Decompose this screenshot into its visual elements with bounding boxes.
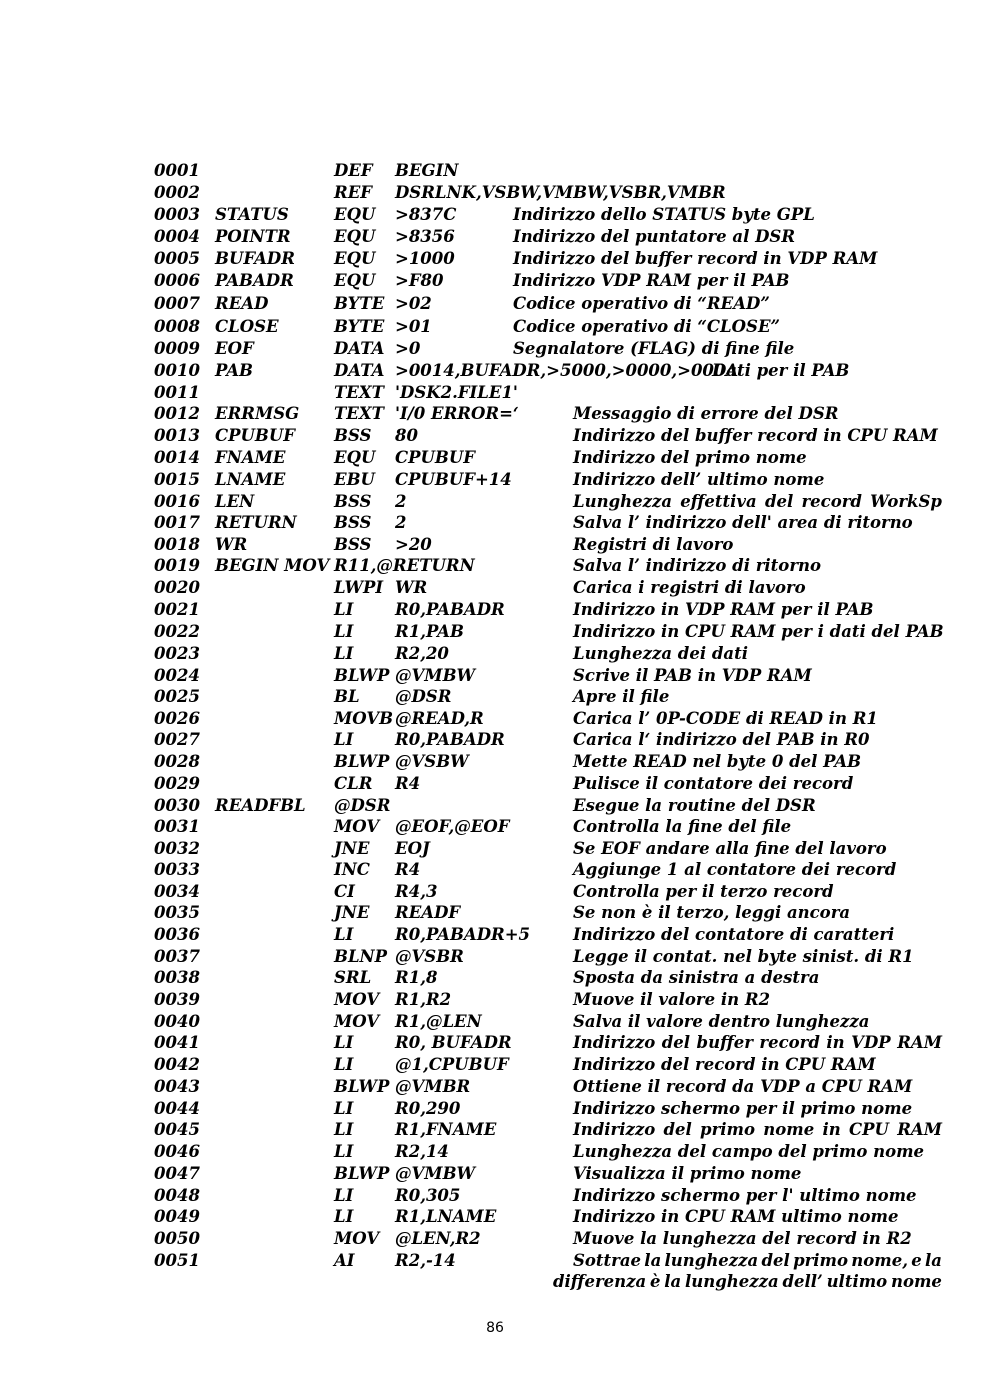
comment-field: Indirizzo schermo per il primo nome [573,1099,913,1118]
operand-field: @VSBW [395,752,469,771]
opcode-field: TEXT [334,383,384,402]
listing-line [0,730,990,752]
opcode-field: MOVB [334,709,394,728]
operand-field: DSRLNK,VSBW,VMBW,VSBR,VMBR [395,183,726,202]
listing-line [0,903,990,925]
operand-field: EOJ [395,839,430,858]
comment-field: Controlla per il terzo record [573,882,834,901]
line-number: 0014 [154,448,200,467]
opcode-field: BYTE [334,317,385,336]
opcode-field: BLNP [334,947,388,966]
listing-line [0,294,990,316]
listing-line [0,990,990,1012]
label-field: RETURN [215,513,297,532]
line-number: 0020 [154,578,200,597]
operand-field: @VMBW [395,1164,476,1183]
opcode-field: BSS [334,535,372,554]
opcode-field: BL [334,687,360,706]
line-number: 0018 [154,535,200,554]
opcode-field: LI [334,644,354,663]
line-number: 0002 [154,183,200,202]
opcode-field: EQU [334,271,376,290]
comment-field: Indirizzo del primo nome in CPU RAM [573,1120,942,1139]
comment-field: Indirizzo in VDP RAM per il PAB [573,600,874,619]
opcode-field: R11,@RETURN [334,556,475,575]
listing-line [0,1164,990,1186]
operand-field: >837C [395,205,457,224]
listing-line [0,947,990,969]
operand-field: >8356 [395,227,455,246]
line-number: 0044 [154,1099,200,1118]
operand-field: R0,PABADR [395,600,505,619]
operand-field: READF [395,903,461,922]
listing-line [0,968,990,990]
operand-field: R2,14 [395,1142,449,1161]
line-number: 0043 [154,1077,200,1096]
opcode-field: LWPI [334,578,384,597]
opcode-field: LI [334,1033,354,1052]
opcode-field: DEF [334,161,373,180]
listing-line [0,860,990,882]
operand-field: R1,PAB [395,622,464,641]
line-number: 0025 [154,687,200,706]
line-number: 0019 [154,556,200,575]
listing-line [0,448,990,470]
listing-line [0,687,990,709]
opcode-field: LI [334,1120,354,1139]
opcode-field: BLWP [334,752,390,771]
label-field: READ [215,294,269,313]
comment-field: Sottrae la lunghezza del primo nome, e la [573,1251,942,1270]
listing-line [0,1099,990,1121]
operand-field: R4 [395,774,421,793]
comment-field: Indirizzo schermo per l' ultimo nome [573,1186,917,1205]
line-number: 0021 [154,600,200,619]
line-number: 0035 [154,903,200,922]
line-number: 0031 [154,817,200,836]
opcode-field: LI [334,1142,354,1161]
label-field: LEN [215,492,255,511]
comment-field: Indirizzo del contatore di caratteri [573,925,895,944]
operand-field: @VSBR [395,947,464,966]
line-number: 0004 [154,227,200,246]
line-number: 0026 [154,709,200,728]
listing-line [0,161,990,183]
label-field: FNAME [215,448,286,467]
operand-field: @LEN,R2 [395,1229,481,1248]
line-number: 0038 [154,968,200,987]
operand-field: R2,20 [395,644,449,663]
operand-field: BEGIN [395,161,459,180]
opcode-field: BLWP [334,1164,390,1183]
comment-field: Visualizza il primo nome [573,1164,802,1183]
listing-line [0,492,990,514]
opcode-field: EBU [334,470,375,489]
comment-field: Muove il valore in R2 [573,990,771,1009]
listing-line [0,1055,990,1077]
operand-field: 2 [395,492,407,511]
line-number: 0050 [154,1229,200,1248]
opcode-field: BSS [334,426,372,445]
opcode-field: BSS [334,513,372,532]
opcode-field: DATA [334,339,385,358]
line-number: 0040 [154,1012,200,1031]
comment-field: Apre il file [573,687,670,706]
operand-field: 80 [395,426,418,445]
opcode-field: LI [334,1099,354,1118]
operand-field: @VMBR [395,1077,471,1096]
listing-line [0,644,990,666]
line-number: 0007 [154,294,200,313]
operand-field: R0,PABADR+5 [395,925,531,944]
line-number: 0046 [154,1142,200,1161]
operand-field: 'DSK2.FILE1' [395,383,518,402]
listing-line [0,925,990,947]
comment-field: Indirizzo del primo nome [573,448,807,467]
comment-field: Salva l’ indirizzo di ritorno [573,556,822,575]
label-field: CPUBUF [215,426,295,445]
line-number: 0011 [154,383,200,402]
listing-line [0,752,990,774]
comment-field: Controlla la fine del file [573,817,792,836]
listing-line [0,383,990,405]
opcode-field: CLR [334,774,373,793]
line-number: 0042 [154,1055,200,1074]
comment-field: Indirizzo in CPU RAM per i dati del PAB [573,622,944,641]
opcode-field: LI [334,600,354,619]
opcode-field: BLWP [334,1077,390,1096]
operand-field: R1,FNAME [395,1120,497,1139]
listing-line [0,1033,990,1055]
comment-field: Indirizzo dell’ ultimo nome [573,470,825,489]
line-number: 0016 [154,492,200,511]
comment-field: Lunghezza effettiva del record WorkSp [573,492,942,511]
operand-field: CPUBUF+14 [395,470,512,489]
opcode-field: LI [334,1186,354,1205]
comment-field: Legge il contat. nel byte sinist. di R1 [573,947,914,966]
listing-line [0,622,990,644]
line-number: 0048 [154,1186,200,1205]
comment-field: Carica l‘ indirizzo del PAB in R0 [573,730,870,749]
operand-field: R4,3 [395,882,438,901]
label-field: WR [215,535,248,554]
operand-field: @EOF,@EOF [395,817,510,836]
label-field: ERRMSG [215,404,300,423]
line-number: 0009 [154,339,200,358]
operand-field: R1,8 [395,968,438,987]
comment-field: Se EOF andare alla fine del lavoro [573,839,887,858]
listing-line [0,339,990,361]
line-number: 0024 [154,666,200,685]
operand-field: R0,PABADR [395,730,505,749]
comment-field: Lunghezza dei dati [573,644,748,663]
listing-line [0,470,990,492]
comment-field: Codice operativo di “READ” [513,294,770,313]
opcode-field: MOV [334,1012,380,1031]
listing-line [0,1186,990,1208]
operand-field: >1000 [395,249,455,268]
line-number: 0012 [154,404,200,423]
operand-field: CPUBUF [395,448,475,467]
operand-field: >0014,BUFADR,>5000,>0000,>000A [395,361,739,380]
label-field: BUFADR [215,249,295,268]
opcode-field: JNE [334,903,370,922]
opcode-field: EQU [334,205,376,224]
comment-field: Se non è il terzo, leggi ancora [573,903,851,922]
label-field: STATUS [215,205,289,224]
listing-line [0,796,990,818]
opcode-field: REF [334,183,373,202]
listing-line [0,1229,990,1251]
listing-line [0,817,990,839]
listing-line [0,271,990,293]
line-number: 0003 [154,205,200,224]
listing-line [0,709,990,731]
label-field: EOF [215,339,254,358]
listing-line [0,227,990,249]
comment-field: Lunghezza del campo del primo nome [573,1142,925,1161]
operand-field: R1,@LEN [395,1012,482,1031]
opcode-field: MOV [334,990,380,1009]
line-number: 0023 [154,644,200,663]
operand-field: @VMBW [395,666,476,685]
opcode-field: JNE [334,839,370,858]
operand-field: R0, BUFADR [395,1033,512,1052]
operand-field: @1,CPUBUF [395,1055,509,1074]
comment-field: Messaggio di errore del DSR [573,404,839,423]
operand-field: 2 [395,513,407,532]
comment-field: Registri di lavoro [573,535,734,554]
opcode-field: DATA [334,361,385,380]
opcode-field: SRL [334,968,372,987]
listing-line [0,1012,990,1034]
comment-field: Indirizzo VDP RAM per il PAB [513,271,790,290]
comment-field: Salva l’ indirizzo dell' area di ritorno [573,513,913,532]
comment-field: Esegue la routine del DSR [573,796,816,815]
line-number: 0013 [154,426,200,445]
operand-field: R1,LNAME [395,1207,497,1226]
listing-line [0,535,990,557]
listing-line [0,839,990,861]
label-field: CLOSE [215,317,279,336]
opcode-field: AI [334,1251,355,1270]
opcode-field: BSS [334,492,372,511]
line-number: 0010 [154,361,200,380]
listing-line [0,1251,990,1273]
operand-field: WR [395,578,428,597]
listing-line [0,1142,990,1164]
line-number: 0047 [154,1164,200,1183]
operand-field: 'I/0 ERROR=‘ [395,404,519,423]
opcode-field: LI [334,925,354,944]
opcode-field: BLWP [334,666,390,685]
operand-field: @DSR [395,687,452,706]
line-number: 0033 [154,860,200,879]
line-number: 0039 [154,990,200,1009]
comment-field: Indirizzo dello STATUS byte GPL [513,205,815,224]
comment-field: Scrive il PAB in VDP RAM [573,666,812,685]
comment-continuation: differenza è la lunghezza dell’ ultimo nome [553,1272,942,1291]
line-number: 0017 [154,513,200,532]
line-number: 0005 [154,249,200,268]
operand-field: >20 [395,535,432,554]
line-number: 0030 [154,796,200,815]
operand-field: @READ,R [395,709,484,728]
opcode-field: LI [334,1055,354,1074]
comment-field: Mette READ nel byte 0 del PAB [573,752,862,771]
listing-line [0,1077,990,1099]
listing-line [0,600,990,622]
label-field: LNAME [215,470,286,489]
opcode-field: EQU [334,448,376,467]
line-number: 0036 [154,925,200,944]
listing-line [0,361,990,383]
comment-field: Muove la lunghezza del record in R2 [573,1229,912,1248]
label-field: PABADR [215,271,294,290]
page-number: 86 [486,1320,504,1336]
opcode-field: LI [334,730,354,749]
comment-field: Indirizzo del buffer record in VDP RAM [573,1033,942,1052]
comment-field: Indirizzo del buffer record in CPU RAM [573,426,938,445]
listing-line [0,513,990,535]
opcode-field: LI [334,1207,354,1226]
line-number: 0006 [154,271,200,290]
listing-line [0,556,990,578]
opcode-field: EQU [334,227,376,246]
comment-field: Ottiene il record da VDP a CPU RAM [573,1077,913,1096]
listing-line [0,183,990,205]
comment-field: Pulisce il contatore dei record [573,774,854,793]
listing-line [0,882,990,904]
comment-field: Salva il valore dentro lunghezza [573,1012,870,1031]
operand-field: >0 [395,339,421,358]
listing-line [0,578,990,600]
line-number: 0045 [154,1120,200,1139]
listing-line [0,426,990,448]
operand-field: R2,-14 [395,1251,456,1270]
line-number: 0008 [154,317,200,336]
operand-field: >02 [395,294,432,313]
listing-line [0,1207,990,1229]
operand-field: R0,290 [395,1099,461,1118]
line-number: 0015 [154,470,200,489]
label-field: READFBL [215,796,306,815]
opcode-field: INC [334,860,370,879]
label-field: POINTR [215,227,291,246]
line-number: 0027 [154,730,200,749]
operand-field: >F80 [395,271,444,290]
line-number: 0032 [154,839,200,858]
comment-field: Indirizzo del record in CPU RAM [573,1055,876,1074]
line-number: 0051 [154,1251,200,1270]
operand-field: R0,305 [395,1186,461,1205]
opcode-field: @DSR [334,796,391,815]
comment-field: Indirizzo in CPU RAM ultimo nome [573,1207,899,1226]
comment-field: Sposta da sinistra a destra [573,968,820,987]
opcode-field: MOV [334,817,380,836]
operand-field: R1,R2 [395,990,452,1009]
opcode-field: TEXT [334,404,384,423]
listing-line [0,205,990,227]
comment-field: Carica i registri di lavoro [573,578,806,597]
listing-line [0,666,990,688]
opcode-field: BYTE [334,294,385,313]
comment-field: Carica l’ 0P-CODE di READ in R1 [573,709,878,728]
listing-line [0,774,990,796]
comment-field: Codice operativo di “CLOSE” [513,317,781,336]
line-number: 0029 [154,774,200,793]
comment-field: Aggiunge 1 al contatore dei record [573,860,897,879]
comment-field: Segnalatore (FLAG) di fine file [513,339,795,358]
comment-field: Dati per il PAB [712,361,850,380]
line-number: 0028 [154,752,200,771]
opcode-field: EQU [334,249,376,268]
line-number: 0034 [154,882,200,901]
listing-line [0,317,990,339]
line-number: 0049 [154,1207,200,1226]
line-number: 0037 [154,947,200,966]
listing-line [0,1120,990,1142]
listing-line [0,249,990,271]
line-number: 0041 [154,1033,200,1052]
line-number: 0001 [154,161,200,180]
label-field: BEGIN MOV [215,556,330,575]
line-number: 0022 [154,622,200,641]
opcode-field: LI [334,622,354,641]
comment-field: Indirizzo del puntatore al DSR [513,227,796,246]
label-field: PAB [215,361,253,380]
comment-field: Indirizzo del buffer record in VDP RAM [513,249,878,268]
opcode-field: CI [334,882,355,901]
operand-field: R4 [395,860,421,879]
opcode-field: MOV [334,1229,380,1248]
listing-line [0,404,990,426]
operand-field: >01 [395,317,432,336]
